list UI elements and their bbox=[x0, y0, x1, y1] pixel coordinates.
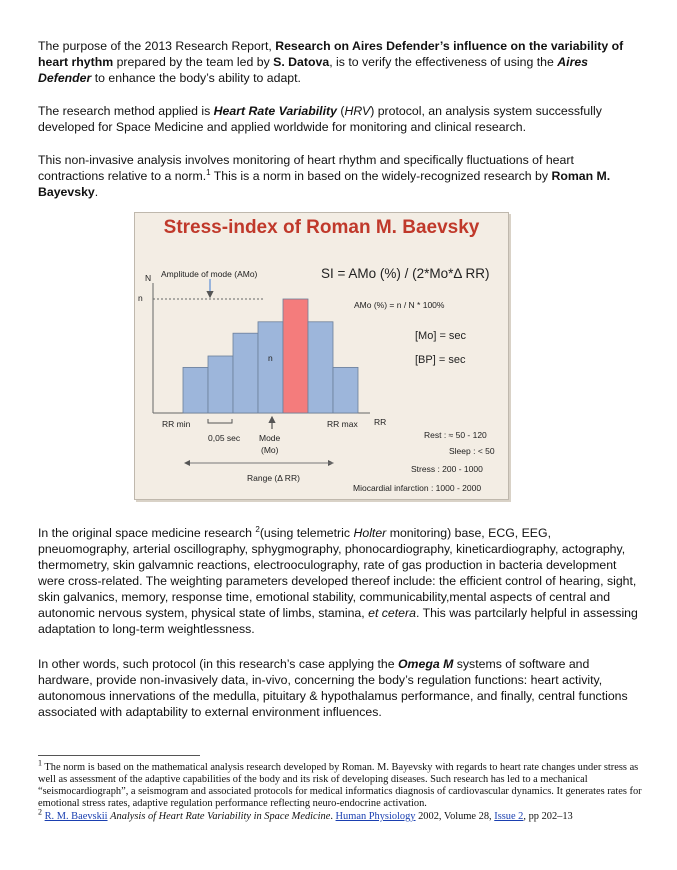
n-total-label: N bbox=[145, 273, 152, 283]
bin-width-label: 0,05 sec bbox=[208, 433, 241, 443]
footnote-number: 1 bbox=[38, 758, 42, 768]
summary-paragraph bbox=[38, 656, 638, 720]
rr-max-label: RR max bbox=[327, 419, 358, 429]
stress-range: Stress : 200 - 1000 bbox=[411, 464, 483, 474]
si-formula: SI = AMo (%) / (2*Mo*Δ RR) bbox=[321, 266, 490, 281]
author-name: S. Datova bbox=[273, 55, 330, 69]
et-cetera: et cetera bbox=[368, 606, 416, 620]
n-axis-label: n bbox=[138, 293, 143, 303]
rr-min-label: RR min bbox=[162, 419, 191, 429]
mode-abbrev-label: (Mo) bbox=[261, 445, 279, 455]
footnote-text: The norm is based on the mathematical analysis research developed by Roman. M. Bayevsky with regards to heart rate changes under stress as well as assessment of the adaptive capabilities of the body and its risk of developing diseases. Such research has led to a mechanical “seismocardiograph”, a seismogram and associated protocols for medical informatics diagnosis of cardiovascular dynamics. It generates rates for emotional stress rates, adaptive regulation performance reflecting neuro-endocrine activation. bbox=[38, 762, 642, 809]
text-run: , pp 202–13 bbox=[523, 811, 573, 822]
product-name: Aires Defender bbox=[38, 55, 589, 85]
text-run: , is to verify the effectiveness of using the bbox=[329, 55, 558, 69]
method-abbrev: HRV bbox=[344, 104, 371, 118]
researcher-name: Roman M. Bayevsky bbox=[38, 169, 611, 199]
histogram-bar bbox=[258, 322, 283, 413]
range-label: Range (Δ RR) bbox=[247, 473, 300, 483]
text-run: ( bbox=[336, 104, 345, 118]
analysis-paragraph bbox=[38, 152, 638, 200]
amo-formula: AMo (%) = n / N * 100% bbox=[354, 300, 445, 310]
research-paragraph bbox=[38, 525, 638, 637]
method-paragraph bbox=[38, 103, 638, 135]
bin-width-bracket bbox=[208, 419, 232, 423]
footnote-ref: 2 bbox=[255, 524, 260, 534]
text-run: . bbox=[94, 185, 99, 199]
intro-paragraph bbox=[38, 38, 638, 86]
issue-link[interactable]: Issue 2 bbox=[494, 811, 524, 822]
text-run: (using telemetric bbox=[259, 526, 354, 540]
histogram-bar bbox=[233, 333, 258, 413]
holter-term: Holter bbox=[353, 526, 387, 540]
text-run: prepared by the team led by bbox=[113, 55, 274, 69]
text-run: monitoring) base, ECG, EEG, pneuomography, arterial oscillography, sphygmography, phonocardiography, kineticardiography, actography, thermometry, skin galvamnic reactions, electrooculography, rate of gas production in bacteria development were cross-related. The weighting parameters developed thereof include: the efficient control of hearing, sight, skin galvanics, memory, response time, emotional stability, communicability,mental aspects of central and autonomic nervous system, physical state of limbs, stamina, bbox=[38, 526, 637, 620]
bp-unit: [BP] = sec bbox=[415, 354, 466, 366]
method-name: Heart Rate Variability bbox=[213, 104, 337, 118]
footnote-ref: 1 bbox=[206, 167, 211, 177]
mode-label: Mode bbox=[259, 433, 281, 443]
stress-index-figure bbox=[134, 212, 509, 500]
text-run: . This was partcilarly helpful in assessing adaptation to long-term weightlessness. bbox=[38, 606, 638, 636]
footnote-divider bbox=[38, 755, 200, 756]
n-bar-label: n bbox=[268, 353, 273, 363]
author-link[interactable]: R. M. Baevskii bbox=[44, 811, 108, 822]
footnote-2 bbox=[38, 807, 643, 823]
mo-unit: [Mo] = sec bbox=[415, 330, 467, 342]
sleep-range: Sleep : < 50 bbox=[449, 446, 495, 456]
text-run: This is a norm in based on the widely-recognized research by bbox=[210, 169, 552, 183]
footnote-number: 2 bbox=[38, 807, 42, 817]
journal-link[interactable]: Human Physiology bbox=[335, 811, 416, 822]
text-run: The research method applied is bbox=[38, 104, 214, 118]
text-run: ) protocol, an analysis system successfully developed for Space Medicine and applied worldwide for monitoring and clinical research. bbox=[38, 104, 602, 134]
infarction-range: Miocardial infarction : 1000 - 2000 bbox=[353, 483, 482, 493]
rr-axis-label: RR bbox=[374, 417, 387, 427]
text-run: 2002, Volume 28, bbox=[415, 811, 495, 822]
system-name: Omega M bbox=[397, 657, 454, 671]
rest-range: Rest : ≈ 50 - 120 bbox=[424, 430, 487, 440]
text-run: . bbox=[330, 811, 336, 822]
text-run: This non-invasive analysis involves monitoring of heart rhythm and specifically fluctuations of heart contractions relative to a norm. bbox=[38, 153, 574, 183]
text-run: In other words, such protocol (in this research’s case applying the bbox=[38, 657, 398, 671]
histogram-bar bbox=[308, 322, 333, 413]
text-run: The purpose of the 2013 Research Report, bbox=[38, 39, 276, 53]
amplitude-label: Amplitude of mode (AMo) bbox=[161, 269, 258, 279]
histogram-bar bbox=[333, 367, 358, 413]
histogram-bar bbox=[208, 356, 233, 413]
citation-title: Analysis of Heart Rate Variability in Space Medicine bbox=[110, 811, 331, 822]
text-run: to enhance the body’s ability to adapt. bbox=[91, 71, 301, 85]
histogram-bar bbox=[183, 367, 208, 413]
text-run: systems of software and hardware, provide non-invasively data, in-vivo, concerning the body’s regulation functions: heart activity, autonomous innervations of the medulla, pituitary & hypothalamus performance, and finally, central functions associated with adaptability to external environment influences. bbox=[38, 657, 628, 719]
report-title: Research on Aires Defender’s influence on the variability of heart rhythm bbox=[38, 39, 624, 69]
footnote-1 bbox=[38, 758, 643, 810]
figure-title: Stress-index of Roman M. Baevsky bbox=[163, 217, 480, 238]
text-run: In the original space medicine research bbox=[38, 526, 256, 540]
histogram-mode-bar bbox=[283, 299, 308, 413]
